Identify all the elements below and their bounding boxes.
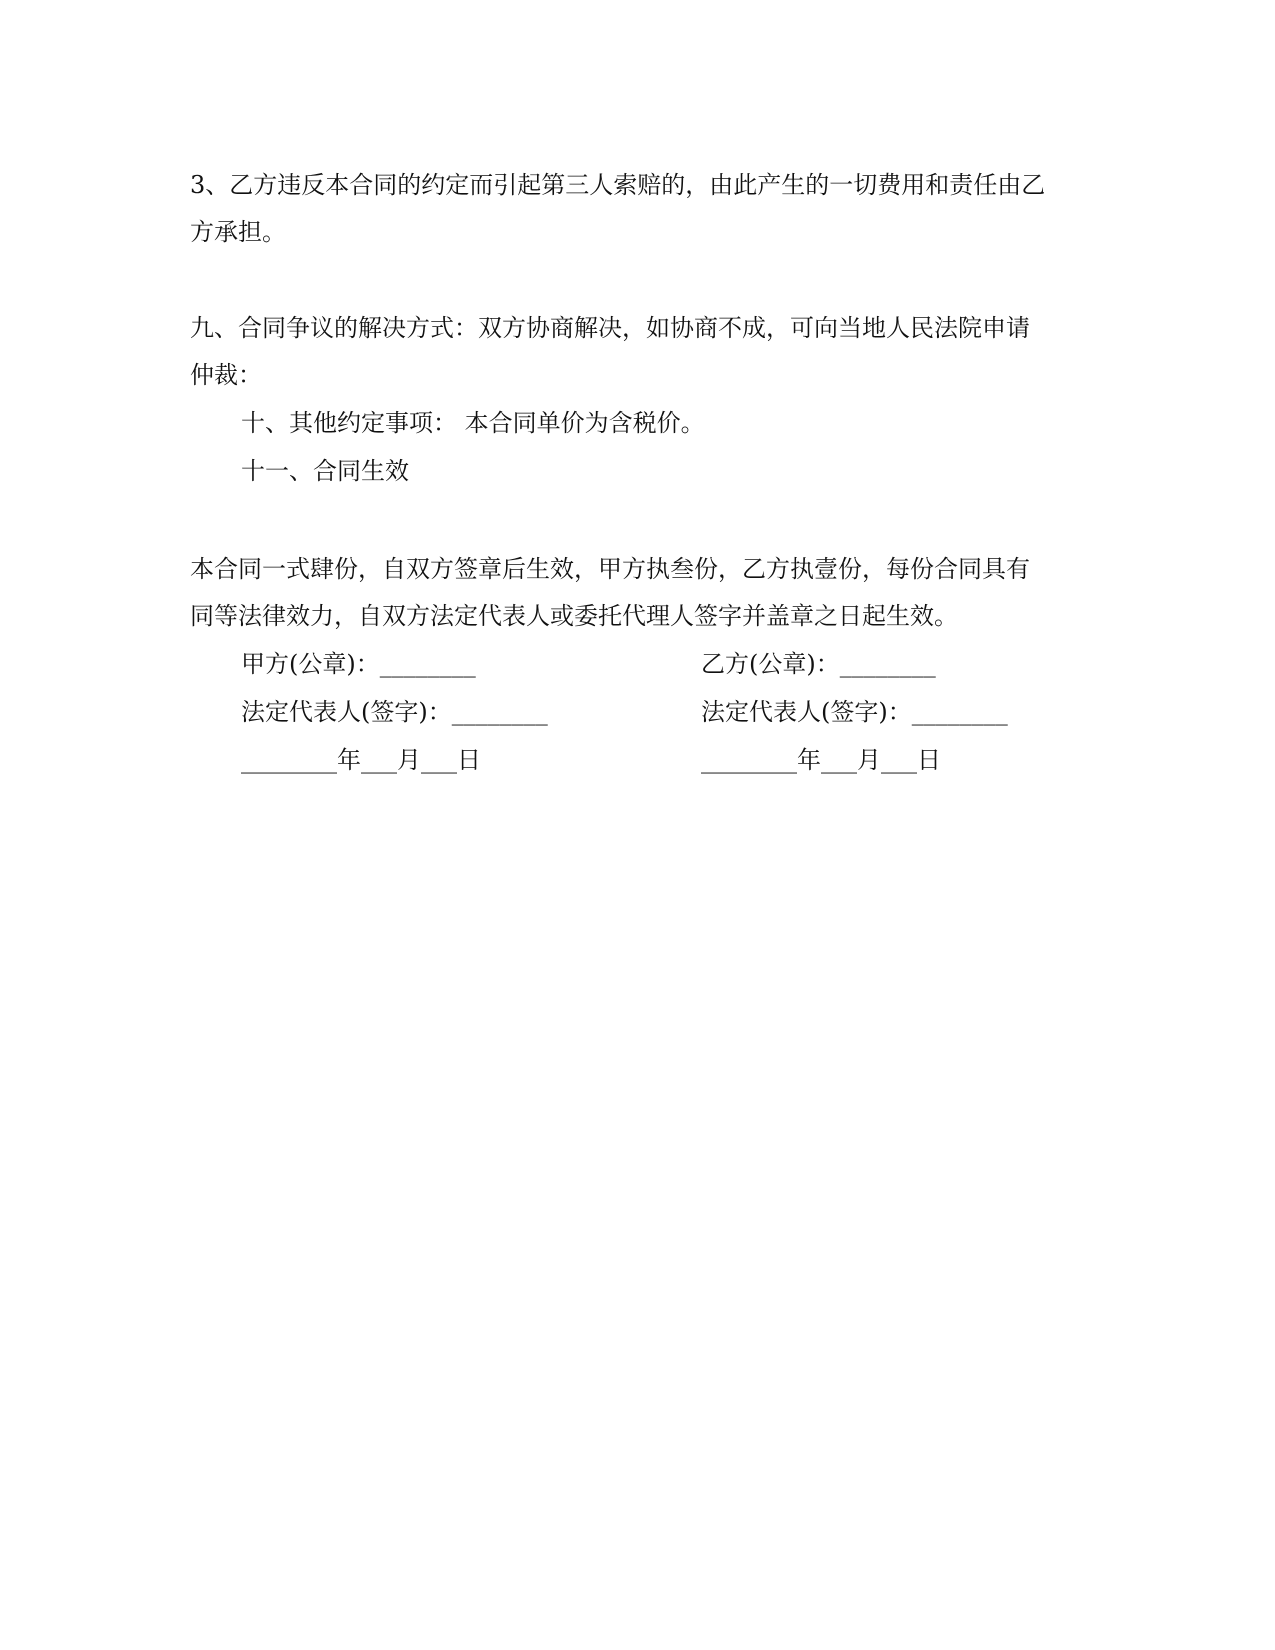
clause3-line2: 方承担。 [190, 218, 286, 246]
dispute-resolution-line1: 九、合同争议的解决方式：双方协商解决，如协商不成，可向当地人民法院申请 [190, 314, 1030, 342]
party-b-date: ________年___月___日 [701, 746, 941, 774]
party-a-representative: 法定代表人(签字)：________ [241, 698, 548, 726]
party-b-representative: 法定代表人(签字)：________ [701, 698, 1008, 726]
party-a-seal: 甲方(公章)：________ [241, 650, 476, 678]
clause3-line1: 3、乙方违反本合同的约定而引起第三人索赔的，由此产生的一切费用和责任由乙 [190, 171, 1046, 199]
contract-effect-line1: 本合同一式肆份，自双方签章后生效，甲方执叁份，乙方执壹份，每份合同具有 [190, 555, 1030, 583]
other-terms: 十、其他约定事项： 本合同单价为含税价。 [241, 409, 705, 437]
party-b-seal: 乙方(公章)：________ [701, 650, 936, 678]
dispute-resolution-line2: 仲裁： [190, 361, 262, 389]
party-a-date: ________年___月___日 [241, 746, 481, 774]
contract-effect-heading: 十一、合同生效 [241, 457, 409, 485]
contract-effect-line2: 同等法律效力，自双方法定代表人或委托代理人签字并盖章之日起生效。 [190, 602, 958, 630]
